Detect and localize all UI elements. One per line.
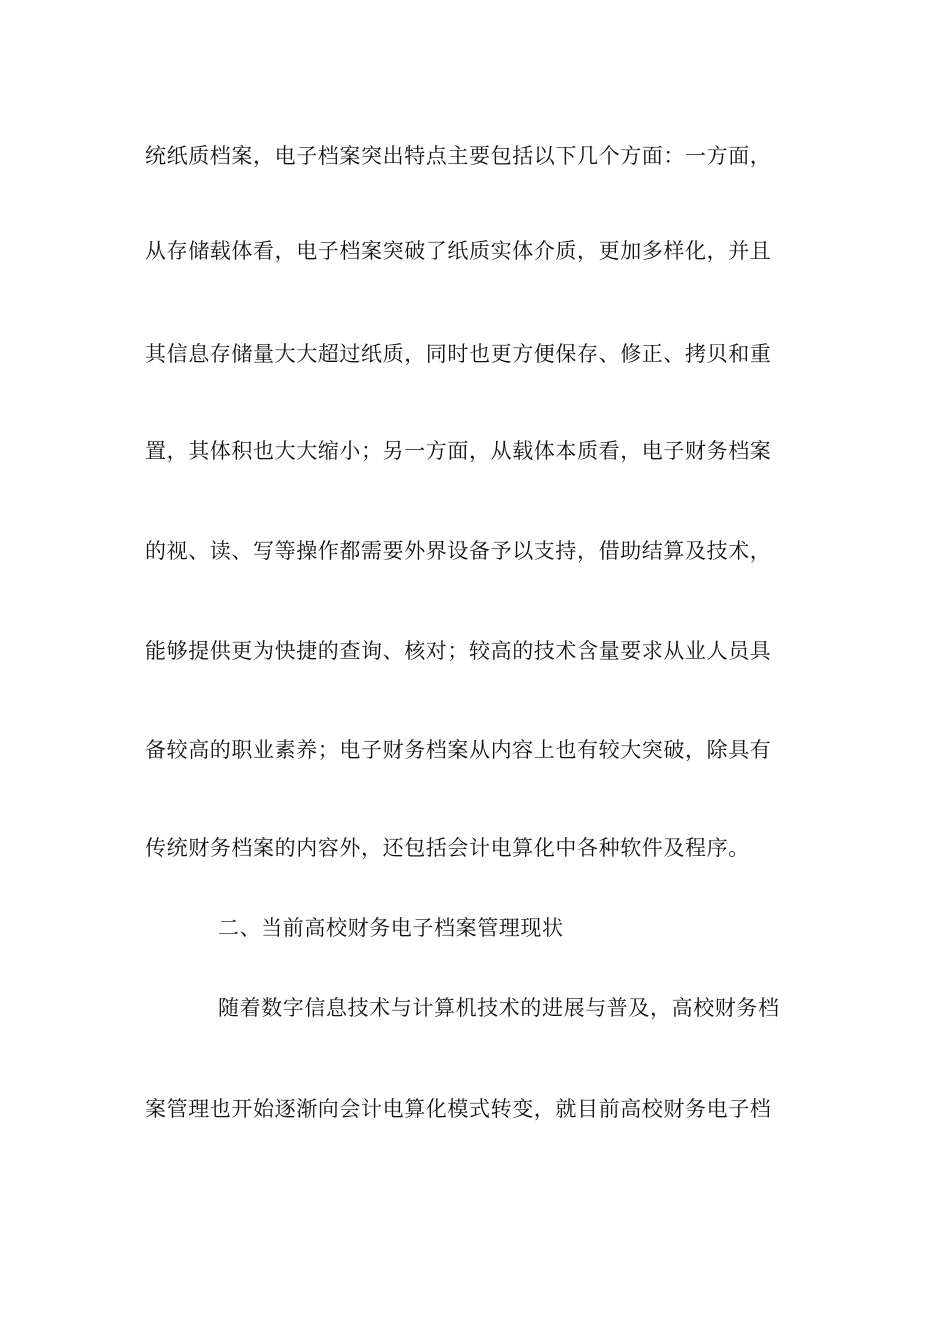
paragraph-line: 的视、读、写等操作都需要外界设备予以支持，借助结算及技术， [145,539,772,563]
paragraph-line: 能够提供更为快捷的查询、核对；较高的技术含量要求从业人员具 [145,639,772,663]
paragraph-line: 其信息存储量大大超过纸质，同时也更方便保存、修正、拷贝和重 [145,342,772,366]
paragraph-line: 备较高的职业素养；电子财务档案从内容上也有较大突破，除具有 [145,738,772,762]
paragraph-line: 统纸质档案，电子档案突出特点主要包括以下几个方面：一方面， [145,144,772,168]
paragraph-line: 传统财务档案的内容外，还包括会计电算化中各种软件及程序。 [145,836,750,860]
paragraph-line: 案管理也开始逐渐向会计电算化模式转变，就目前高校财务电子档 [145,1097,772,1121]
paragraph-line: 随着数字信息技术与计算机技术的进展与普及，高校财务档 [218,996,780,1020]
paragraph-line: 从存储载体看，电子档案突破了纸质实体介质，更加多样化，并且 [145,239,772,263]
paragraph-line: 置，其体积也大大缩小；另一方面，从载体本质看，电子财务档案 [145,439,772,463]
section-heading: 二、当前高校财务电子档案管理现状 [218,916,564,940]
